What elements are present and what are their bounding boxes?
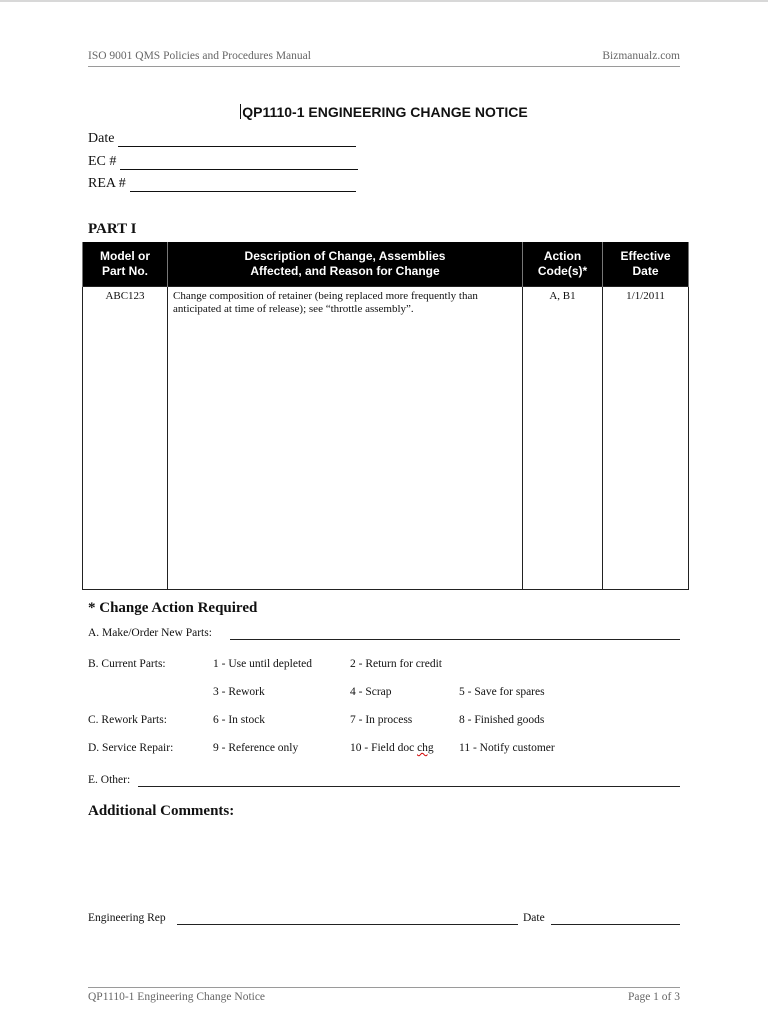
signoff-date-label: Date	[523, 912, 545, 924]
header-left: ISO 9001 QMS Policies and Procedures Manual	[88, 50, 311, 62]
cell-description[interactable]: Change composition of retainer (being replaced more frequently than anticipated at time of release); see “throttle assembly”.	[168, 287, 523, 590]
part1-heading: PART I	[88, 221, 137, 237]
d-option-10-text: 10 - Field doc	[350, 742, 415, 754]
e-field-line[interactable]	[138, 785, 680, 787]
date-field-label: Date	[88, 131, 115, 146]
comments-heading: Additional Comments:	[88, 803, 235, 819]
b-option-4: 4 - Scrap	[350, 686, 392, 698]
col-action-codes	[523, 242, 603, 287]
footer-right: Page 1 of 3	[627, 991, 680, 1003]
rea-field[interactable]	[88, 176, 356, 192]
engineering-rep-line[interactable]	[177, 923, 518, 925]
col-action-codes-line1: Action	[543, 249, 582, 263]
col-part-no	[83, 242, 168, 287]
d-option-10	[350, 742, 434, 754]
change-table	[82, 242, 689, 590]
c-option-7: 7 - In process	[350, 714, 413, 726]
col-description	[168, 242, 523, 287]
a-label: A. Make/Order New Parts:	[88, 627, 212, 639]
date-field-line[interactable]	[118, 134, 356, 147]
cell-action-codes[interactable]: A, B1	[523, 287, 603, 590]
a-field-line[interactable]	[230, 638, 680, 640]
signoff-date-line[interactable]	[551, 923, 680, 925]
b-option-2: 2 - Return for credit	[350, 658, 442, 670]
change-action-heading: * Change Action Required	[88, 600, 258, 616]
cell-effective-date[interactable]: 1/1/2011	[603, 287, 689, 590]
table-header-row	[83, 242, 689, 287]
top-border	[0, 0, 768, 2]
d-label: D. Service Repair:	[88, 742, 174, 754]
b-option-3: 3 - Rework	[213, 686, 265, 698]
rea-field-line[interactable]	[130, 179, 356, 192]
c-label: C. Rework Parts:	[88, 714, 167, 726]
col-description-line1: Description of Change, Assemblies	[244, 249, 446, 263]
d-option-11: 11 - Notify customer	[459, 742, 555, 754]
b-option-5: 5 - Save for spares	[459, 686, 545, 698]
col-description-line2: Affected, and Reason for Change	[250, 264, 440, 278]
e-label: E. Other:	[88, 774, 131, 786]
cell-part-no[interactable]: ABC123	[83, 287, 168, 590]
table-row	[83, 287, 689, 590]
c-option-6: 6 - In stock	[213, 714, 266, 726]
ec-field-label: EC #	[88, 154, 117, 169]
header-rule	[88, 66, 680, 67]
ec-field[interactable]	[88, 154, 358, 170]
d-option-10-spellcheck: chg	[417, 742, 434, 754]
col-part-no-line1: Model or	[100, 249, 150, 263]
page-title	[0, 104, 768, 120]
ec-field-line[interactable]	[120, 157, 358, 170]
page-title-text: QP1110-1 ENGINEERING CHANGE NOTICE	[242, 104, 528, 120]
rea-field-label: REA #	[88, 176, 126, 191]
engineering-rep-label: Engineering Rep	[88, 912, 166, 924]
b-option-1: 1 - Use until depleted	[213, 658, 313, 670]
col-action-codes-line2: Code(s)*	[537, 264, 588, 278]
col-effective-date-line2: Date	[632, 264, 659, 278]
b-label: B. Current Parts:	[88, 658, 166, 670]
col-effective-date	[603, 242, 689, 287]
date-field[interactable]	[88, 131, 356, 147]
footer-left: QP1110-1 Engineering Change Notice	[88, 991, 266, 1003]
c-option-8: 8 - Finished goods	[459, 714, 545, 726]
d-option-9: 9 - Reference only	[213, 742, 299, 754]
col-part-no-line2: Part No.	[101, 264, 148, 278]
col-effective-date-line1: Effective	[620, 249, 671, 263]
footer-rule	[88, 987, 680, 988]
header-right: Bizmanualz.com	[602, 50, 680, 62]
